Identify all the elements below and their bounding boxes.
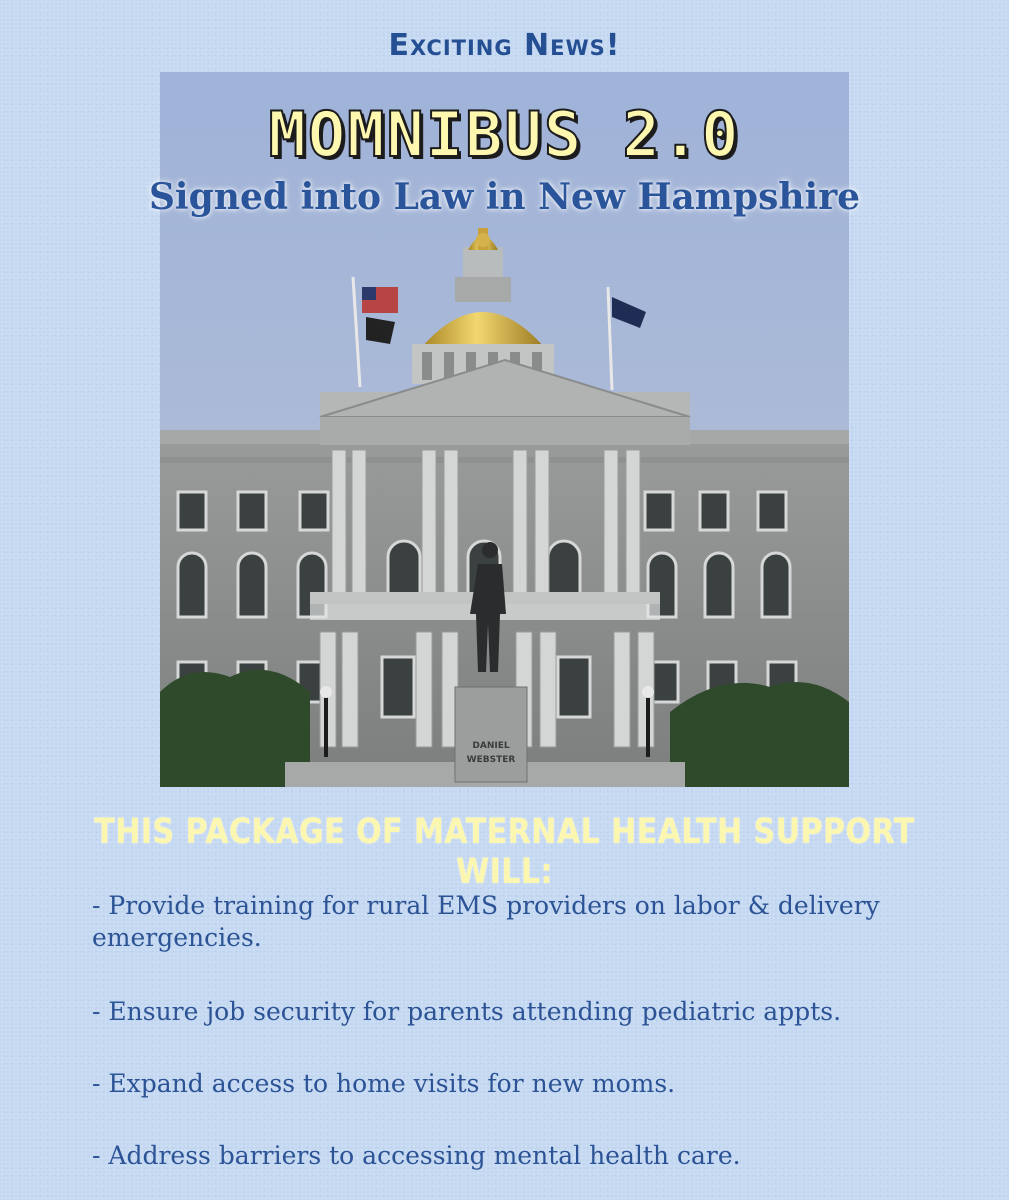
support-heading: THIS PACKAGE OF MATERNAL HEALTH SUPPORT WILL: — [94, 812, 915, 892]
list-item: - Address barriers to accessing mental health care. — [92, 1141, 741, 1170]
eagle — [476, 233, 490, 247]
pedestal-line1: DANIEL — [472, 741, 510, 751]
list-item: - Ensure job security for parents attending pediatric appts. — [92, 997, 842, 1026]
subtitle: Signed into Law in New Hampshire — [148, 176, 861, 218]
pedestal — [455, 687, 527, 782]
main-title: MOMNIBUS 2.0 — [268, 98, 741, 171]
list-item: - Provide training for rural EMS providers on labor & delivery emergencies. — [92, 891, 880, 952]
list-item: - Expand access to home visits for new moms. — [92, 1069, 676, 1098]
kicker-headline: Exciting News! — [388, 28, 621, 63]
right-trees — [670, 682, 849, 787]
pedestal-line2: WEBSTER — [466, 755, 516, 765]
support-list — [92, 890, 972, 1200]
